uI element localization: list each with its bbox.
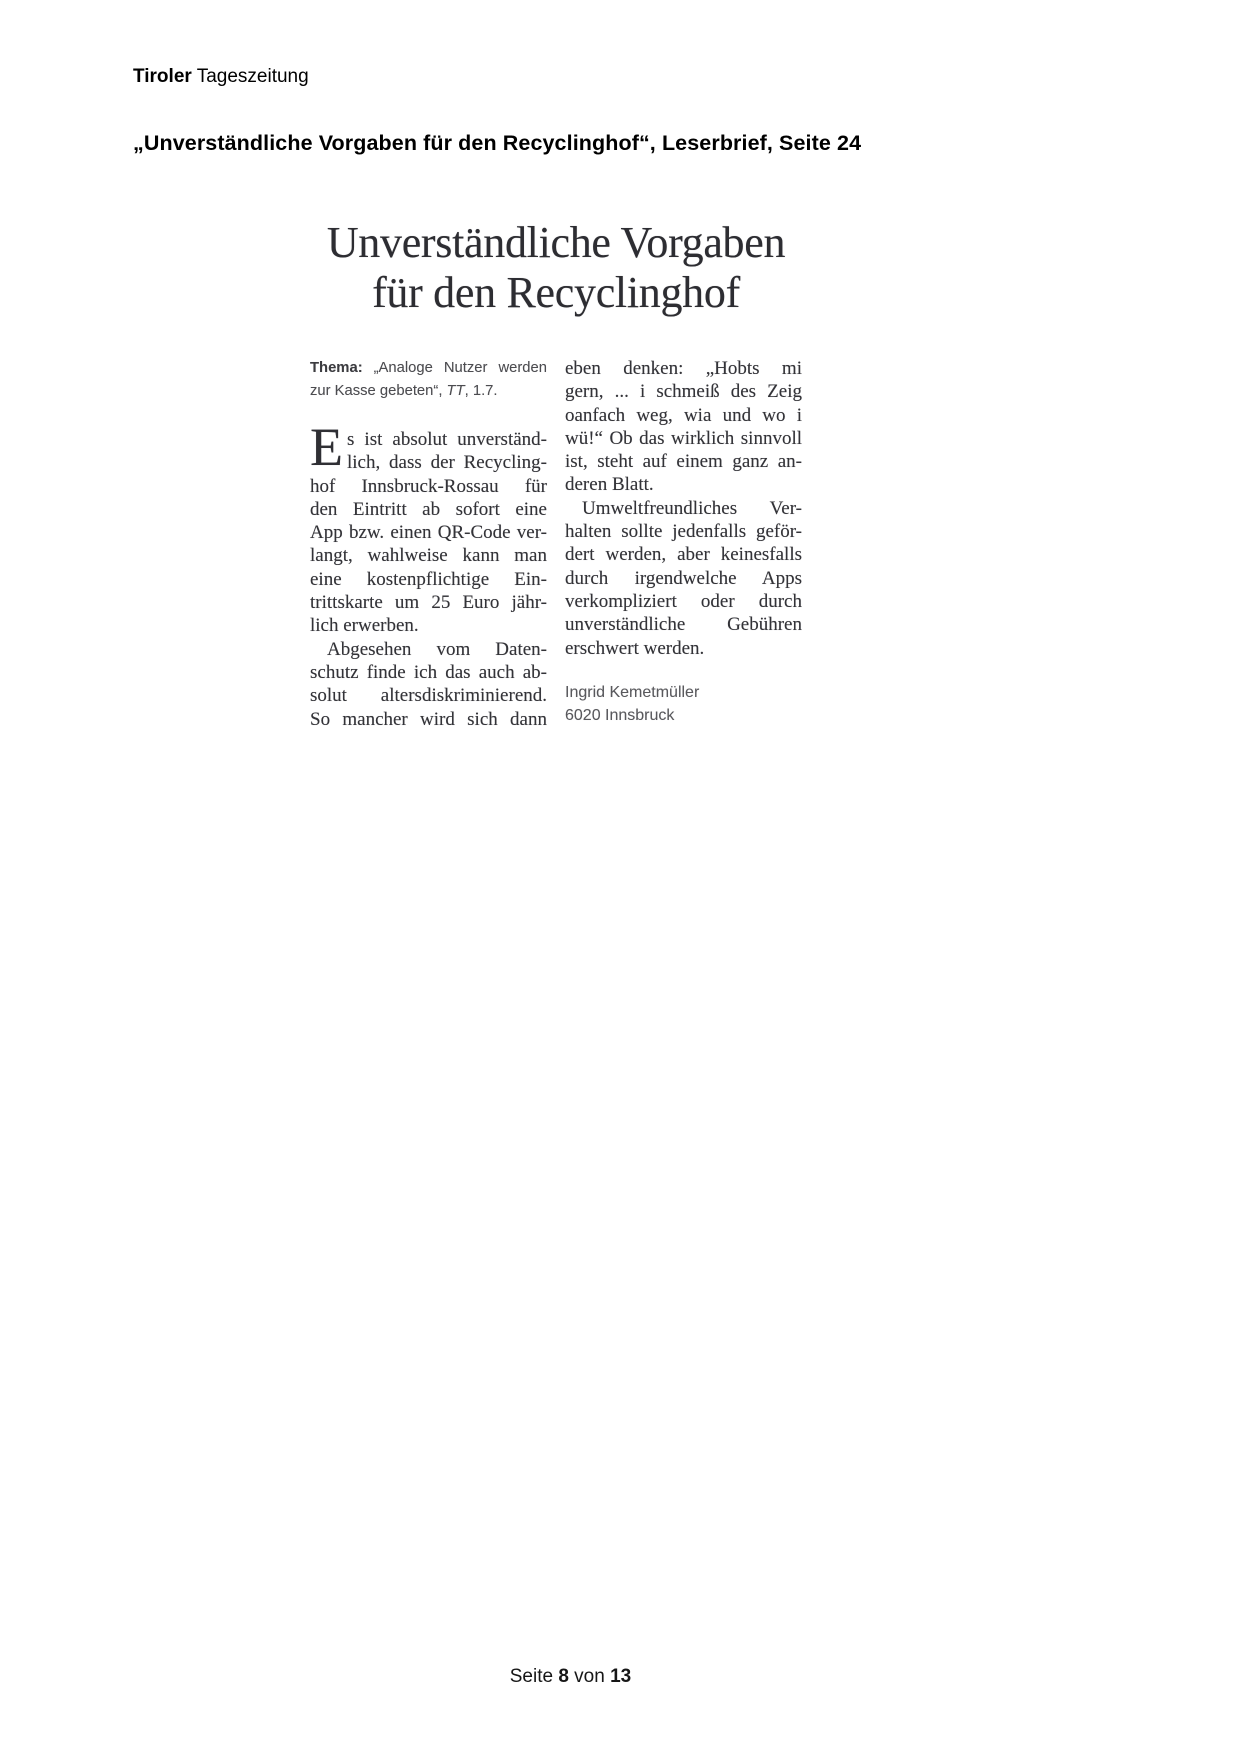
newspaper-brand bbox=[133, 66, 309, 88]
article-line: ist, steht auf einem ganz an- bbox=[565, 451, 802, 473]
article-line: den Eintritt ab sofort eine bbox=[310, 498, 547, 520]
page-number-footer bbox=[133, 1666, 1008, 1688]
newspaper-clipping bbox=[310, 218, 802, 731]
topic-text: zur Kasse gebeten“, bbox=[310, 383, 447, 399]
article-line: erschwert werden. bbox=[565, 637, 705, 659]
topic-text: , 1.7. bbox=[464, 383, 498, 399]
article-line: gern, ... i schmeiß des Zeig bbox=[565, 381, 802, 403]
clipping-reference-title: „Unverständliche Vorgaben für den Recyclinghof“, Leserbrief, Seite 24 bbox=[133, 131, 862, 155]
footer-current-page: 8 bbox=[558, 1666, 569, 1687]
article-line: langt, wahlweise kann man bbox=[310, 545, 547, 567]
article-line: durch irgendwelche Apps bbox=[565, 567, 802, 589]
topic-line bbox=[310, 380, 547, 403]
topic-text: „Analoge Nutzer werden bbox=[362, 360, 547, 376]
brand-name-rest: Tageszeitung bbox=[191, 66, 309, 87]
article-line: unverständliche Gebühren bbox=[565, 614, 802, 636]
topic-line bbox=[310, 357, 547, 380]
article-line: lich, dass der Recycling- bbox=[347, 452, 547, 474]
article-line: Abgesehen vom Daten- bbox=[327, 638, 547, 660]
article-line: halten sollte jedenfalls geför- bbox=[565, 521, 802, 543]
footer-label: von bbox=[568, 1666, 611, 1687]
article-line: lich erwerben. bbox=[310, 615, 419, 637]
article-line: eine kostenpflichtige Ein- bbox=[310, 568, 547, 590]
article-headline-line2: für den Recyclinghof bbox=[372, 268, 740, 317]
article-line: So mancher wird sich dann bbox=[310, 708, 547, 730]
letter-author-city: 6020 Innsbruck bbox=[565, 706, 675, 724]
letter-author-name: Ingrid Kemetmüller bbox=[565, 683, 700, 701]
article-headline-line1: Unverständliche Vorgaben bbox=[326, 218, 786, 267]
article-line: App bzw. einen QR-Code ver- bbox=[310, 522, 547, 544]
brand-name-bold: Tiroler bbox=[133, 66, 192, 87]
article-columns bbox=[310, 357, 802, 731]
article-line: deren Blatt. bbox=[565, 474, 654, 496]
article-line: solut altersdiskriminierend. bbox=[310, 685, 547, 707]
article-line: oanfach weg, wia und wo i bbox=[565, 404, 802, 426]
article-topic-reference bbox=[310, 357, 547, 403]
article-line: s ist absolut unverständ- bbox=[347, 429, 547, 450]
article-body-left bbox=[310, 417, 547, 731]
footer-total-pages: 13 bbox=[610, 1666, 632, 1687]
article-column-right bbox=[565, 357, 802, 731]
drop-cap: E bbox=[310, 417, 343, 477]
article-body-right bbox=[565, 357, 802, 660]
footer-label: Seite bbox=[509, 1666, 559, 1687]
article-column-left bbox=[310, 357, 547, 731]
article-line: wü!“ Ob das wirklich sinnvoll bbox=[565, 427, 802, 449]
letter-signature bbox=[565, 681, 802, 727]
article-line: hof Innsbruck-Rossau für bbox=[310, 475, 547, 497]
source-abbreviation: TT bbox=[446, 383, 465, 399]
article-line: dert werden, aber keinesfalls bbox=[565, 544, 802, 566]
article-line: verkompliziert oder durch bbox=[565, 590, 802, 612]
article-line: trittskarte um 25 Euro jähr- bbox=[310, 592, 547, 614]
topic-label: Thema: bbox=[310, 360, 363, 376]
article-line: schutz finde ich das auch ab- bbox=[310, 661, 547, 683]
article-line: eben denken: „Hobts mi bbox=[565, 358, 802, 379]
article-line: Umweltfreundliches Ver- bbox=[582, 497, 802, 519]
article-headline bbox=[310, 218, 802, 318]
